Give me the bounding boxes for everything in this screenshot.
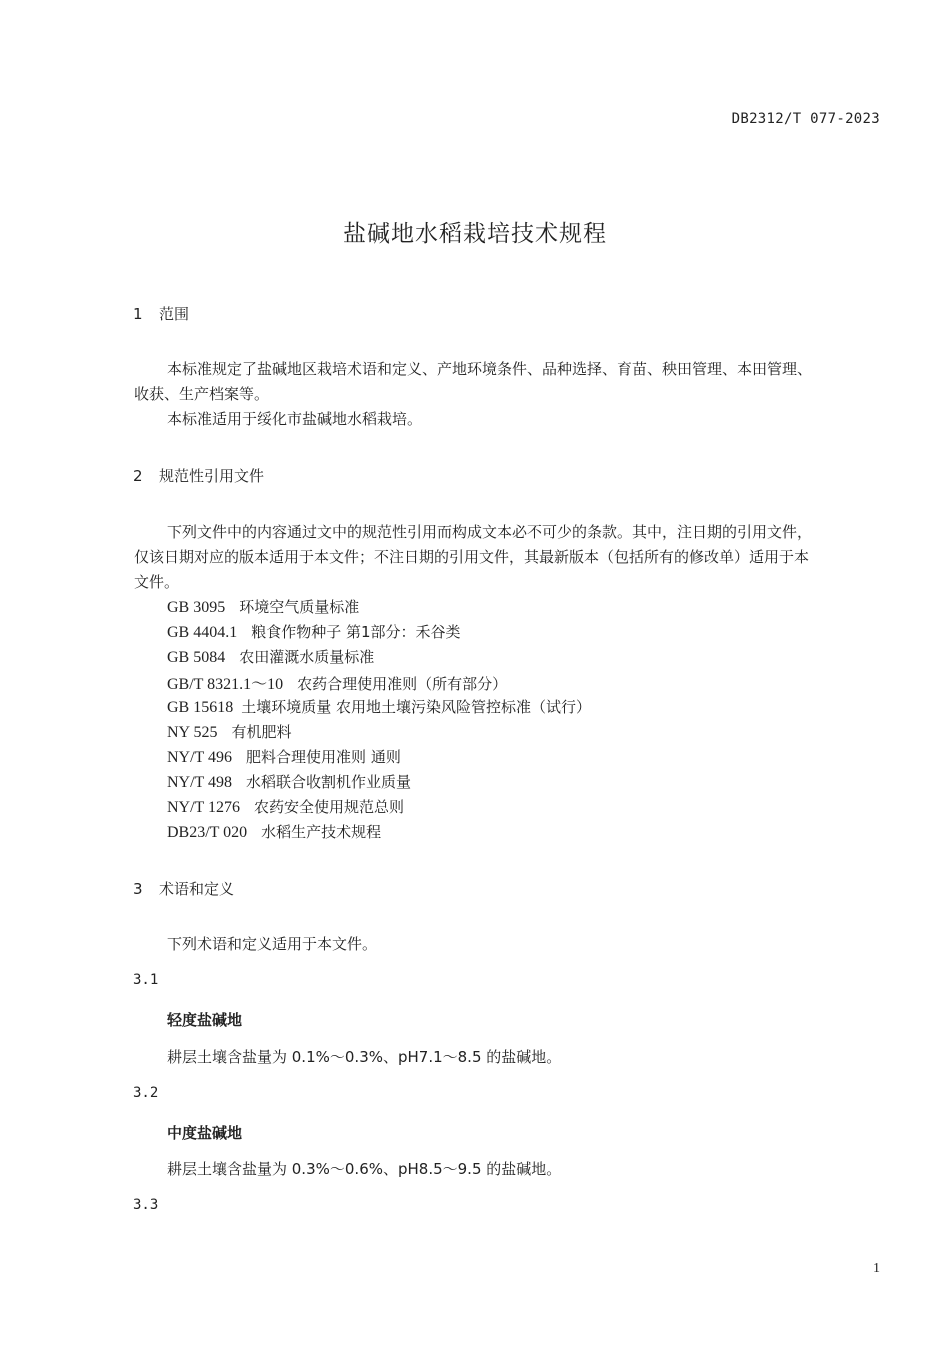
scope-applicability: 本标准适用于绥化市盐碱地水稻栽培。 [167, 410, 423, 428]
document-title: 盐碱地水稻栽培技术规程 [343, 221, 607, 247]
section-title: 术语和定义 [159, 880, 235, 898]
reference-name: 农药安全使用规范总则 [254, 798, 405, 816]
term-number: 3.2 [133, 1085, 159, 1101]
reference-item [167, 696, 591, 717]
reference-name: 肥料合理使用准则 通则 [246, 748, 401, 766]
reference-name: 农药合理使用准则（所有部分） [297, 675, 508, 693]
reference-code: DB23/T 020 [167, 824, 248, 841]
references-paragraph-line: 仅该日期对应的版本适用于本文件；不注日期的引用文件，其最新版本（包括所有的修改单）适用于本 [134, 548, 810, 566]
reference-item [167, 746, 401, 767]
term-title: 中度盐碱地 [167, 1124, 243, 1142]
reference-item [167, 596, 359, 617]
term-definition: 耕层土壤含盐量为 0.1%～0.3%、pH7.1～8.5 的盐碱地。 [167, 1048, 562, 1066]
reference-name: 水稻生产技术规程 [261, 823, 382, 841]
section-3-heading [133, 878, 234, 899]
reference-code: NY 525 [167, 724, 218, 741]
references-paragraph-line: 文件。 [134, 573, 180, 591]
reference-code: GB/T 8321.1～10 [167, 676, 284, 693]
reference-item [167, 621, 461, 642]
reference-code: GB 4404.1 [167, 624, 238, 641]
terms-intro: 下列术语和定义适用于本文件。 [167, 935, 378, 953]
standard-code: DB2312/T 077-2023 [731, 111, 880, 127]
term-definition: 耕层土壤含盐量为 0.3%～0.6%、pH8.5～9.5 的盐碱地。 [167, 1160, 562, 1178]
section-number: 3 [133, 880, 143, 898]
references-paragraph-line: 下列文件中的内容通过文中的规范性引用而构成文本必不可少的条款。其中，注日期的引用文件， [167, 523, 813, 541]
reference-code: NY/T 498 [167, 774, 233, 791]
reference-name: 土壤环境质量 农用地土壤污染风险管控标准（试行） [241, 698, 592, 716]
reference-item [167, 646, 374, 667]
reference-name: 水稻联合收割机作业质量 [246, 773, 412, 791]
reference-code: GB 5084 [167, 649, 226, 666]
reference-name: 农田灌溉水质量标准 [239, 648, 375, 666]
term-number: 3.3 [133, 1197, 159, 1213]
reference-item [167, 671, 507, 694]
scope-paragraph-line: 收获、生产档案等。 [134, 385, 270, 403]
reference-name: 有机肥料 [231, 723, 292, 741]
reference-item [167, 721, 292, 742]
section-title: 规范性引用文件 [159, 467, 265, 485]
section-1-heading [133, 303, 189, 324]
reference-item [167, 796, 404, 817]
reference-item [167, 821, 381, 842]
reference-code: GB 15618 [167, 699, 234, 716]
reference-code: NY/T 1276 [167, 799, 241, 816]
reference-name: 环境空气质量标准 [239, 598, 360, 616]
scope-paragraph-line: 本标准规定了盐碱地区栽培术语和定义、产地环境条件、品种选择、育苗、秧田管理、本田管理、 [167, 360, 813, 378]
reference-code: NY/T 496 [167, 749, 233, 766]
section-number: 2 [133, 467, 143, 485]
reference-item [167, 771, 411, 792]
reference-code: GB 3095 [167, 599, 226, 616]
reference-name: 粮食作物种子 第1部分：禾谷类 [251, 623, 461, 641]
term-title: 轻度盐碱地 [167, 1011, 243, 1029]
section-title: 范围 [159, 305, 190, 323]
section-number: 1 [133, 305, 143, 323]
term-number: 3.1 [133, 972, 159, 988]
page-number: 1 [873, 1261, 880, 1276]
section-2-heading [133, 465, 264, 486]
